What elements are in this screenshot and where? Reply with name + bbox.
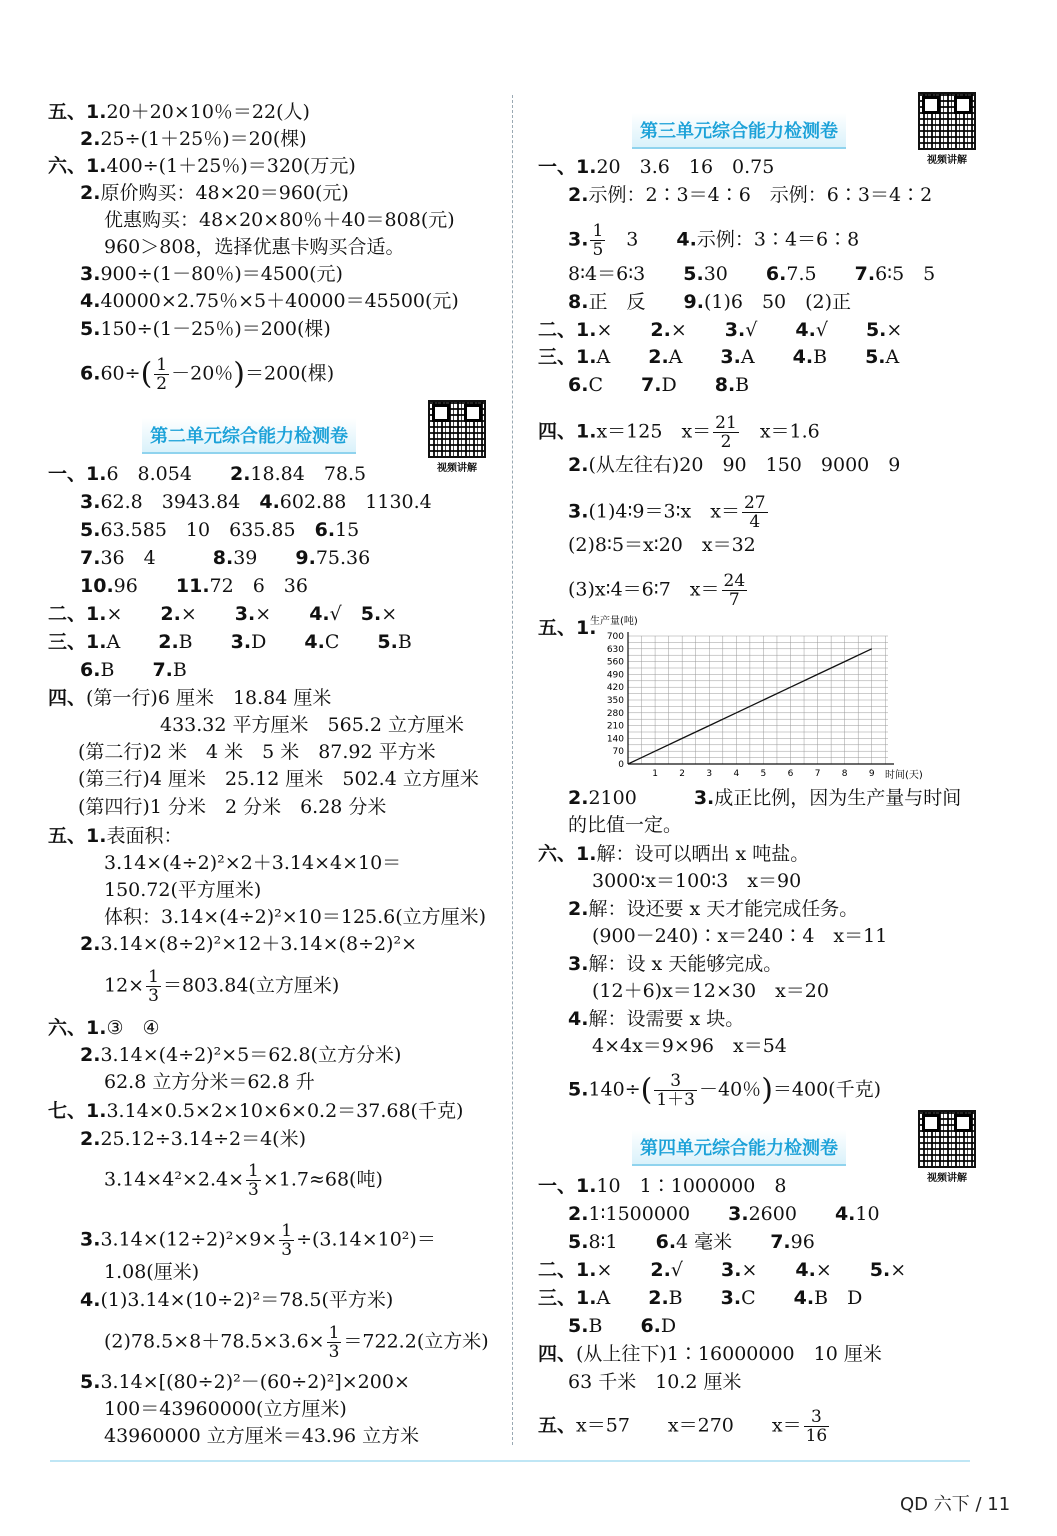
answer-line: 7.36 4 8.39 9.75.36 [80,547,371,569]
answer-line: 三、1.A 2.B 3.C 4.B D [538,1287,863,1309]
answer-line: 3.62.8 3943.84 4.602.88 1130.4 [80,491,432,513]
answer-line: (第二行)2 米 4 米 5 米 87.92 平方米 [78,741,436,763]
answer-line: 43960000 立方厘米＝43.96 立方米 [104,1425,420,1447]
y-tick-label: 140 [606,734,624,745]
x-tick-label: 8 [841,769,848,779]
fraction: $\frac{3}{1+3}$ [656,1071,695,1110]
answer-line: (第四行)1 分米 2 分米 6.28 分米 [78,796,387,818]
answer-line: 5.B 6.D [568,1315,677,1337]
answer-line: 2.3.14×(4÷2)²×5＝62.8(立方分米) [80,1044,402,1066]
y-tick-label: 350 [606,696,624,706]
answer-line: 4×4x＝9×96 x＝54 [592,1035,787,1057]
column-divider [512,95,513,1445]
answer-line: 433.32 平方厘米 565.2 立方厘米 [160,714,464,736]
answer-line: 六、1.解：设可以晒出 x 吨盐。 [538,843,810,865]
answer-line: 一、1.6 8.054 2.18.84 78.5 [48,463,367,485]
qr-code-icon [918,1110,976,1168]
fraction: $\frac{1}{3}$ [248,1161,259,1200]
answer-line: 2.原价购买：48×20＝960(元) [80,182,349,204]
answer-line: 的比值一定。 [568,814,683,836]
answer-line-fraction: (3)x∶4＝6∶7 x＝ $\frac{24}{7}$ [568,571,746,610]
x-tick-label: 1 [652,769,658,779]
x-tick-label: 5 [760,769,767,779]
answer-line: 三、1.A 2.B 3.D 4.C 5.B [48,631,412,653]
answer-line: 6.B 7.B [80,659,187,681]
y-tick-label: 420 [606,683,624,694]
answer-line-fraction: (2)78.5×8＋78.5×3.6× $\frac{1}{3}$ ＝722.2(立方米) [104,1323,489,1362]
answer-line-fraction: 6.60÷( $\frac{1}{2}$ －20％)＝200(棵) [80,355,335,394]
y-tick-label: 490 [606,670,624,681]
answer-line: 2.25÷(1＋25％)＝20(棵) [80,128,307,150]
qr-caption: 视频讲解 [437,463,477,474]
qr-code-icon [918,92,976,150]
answer-line: 六、1.400÷(1＋25％)＝320(万元) [48,155,356,177]
x-tick-label: 2 [679,769,686,779]
unit2-title: 第二单元综合能力检测卷 [142,418,356,454]
answer-line: 63 千米 10.2 厘米 [568,1371,742,1393]
answer-line: 七、1.3.14×0.5×2×10×6×0.2＝37.68(千克) [48,1100,464,1122]
fraction: $\frac{1}{3}$ [281,1221,293,1260]
answer-line: 5.8∶1 6.4 毫米 7.96 [568,1231,815,1253]
answer-line: 150.72(平方厘米) [104,879,262,901]
answer-line: (第三行)4 厘米 25.12 厘米 502.4 立方厘米 [78,768,479,790]
answer-line: 4.(1)3.14×(10÷2)²＝78.5(平方米) [80,1289,394,1311]
answer-line: 一、1.10 1∶1000000 8 [538,1175,787,1197]
answer-line: 5.3.14×[(80÷2)²－(60÷2)²]×200× [80,1371,410,1393]
x-tick-label: 7 [814,769,821,779]
y-tick-label: 560 [606,657,624,668]
answer-line: 四、(从上往下)1∶16000000 10 厘米 [538,1343,882,1365]
answer-line: 2.(从左往右)20 90 150 9000 9 [568,454,901,476]
answer-line: (12＋6)x＝12×30 x＝20 [592,980,829,1002]
unit3-title: 第三单元综合能力检测卷 [632,113,846,149]
footer-rule [50,1460,970,1462]
answer-line: 2.2100 3.成正比例，因为生产量与时间 [568,787,962,809]
answer-line: 5.63.585 10 635.85 6.15 [80,519,360,541]
answer-line: 62.8 立方分米＝62.8 升 [104,1071,315,1093]
answer-line: 2.1∶1500000 3.2600 4.10 [568,1203,880,1225]
answer-line: 4.解：设需要 x 块。 [568,1008,745,1030]
x-tick-label: 9 [868,769,875,779]
answer-line: 8∶4＝6∶3 5.30 6.7.5 7.6∶5 5 [568,263,936,285]
answer-line-fraction: 12× $\frac{1}{3}$ ＝803.84(立方厘米) [104,967,340,1006]
answer-line: 六、1.③ ④ [48,1017,160,1039]
fraction: $\frac{27}{4}$ [743,493,766,532]
answer-line: 2.解：设还要 x 天才能完成任务。 [568,898,859,920]
answer-line: 二、1.× 2.× 3.√ 4.√ 5.× [538,319,903,341]
y-tick-label: 630 [606,644,624,655]
fraction: $\frac{1}{2}$ [156,355,168,394]
answer-line: 8.正 反 9.(1)6 50 (2)正 [568,291,852,313]
answer-line: 2.25.12÷3.14÷2＝4(米) [80,1128,306,1150]
answer-line-fraction: 3.14×4²×2.4× $\frac{1}{3}$ ×1.7≈68(吨) [104,1161,383,1200]
x-tick-label: 3 [706,769,713,779]
y-tick-label: 700 [606,632,624,642]
answer-line: 一、1.20 3.6 16 0.75 [538,156,775,178]
production-line-chart [580,614,940,784]
answer-line: 体积：3.14×(4÷2)²×10＝125.6(立方厘米) [104,906,487,928]
answer-line: 二、1.× 2.√ 3.× 4.× 5.× [538,1259,907,1281]
answer-line: (2)8∶5＝x∶20 x＝32 [568,534,756,556]
answer-line: 1.08(厘米) [104,1261,200,1283]
answer-line: 960＞808，选择优惠卡购买合适。 [104,236,405,258]
answer-line: 2.3.14×(8÷2)²×12＋3.14×(8÷2)²× [80,933,417,955]
fraction: $\frac{24}{7}$ [723,571,746,610]
chart-grid [628,632,894,764]
answer-line: 五、1.20＋20×10％＝22(人) [48,101,310,123]
answer-line: 五、1.表面积： [48,825,183,847]
answer-line: 五、1. [538,617,597,639]
answer-line-fraction: 5.140÷( $\frac{3}{1+3}$ －40％)＝400(千克) [568,1071,881,1110]
answer-line: 10.96 11.72 6 36 [80,575,308,597]
y-tick-label: 70 [612,747,624,758]
answer-line: 3.解：设 x 天能够完成。 [568,953,783,975]
qr-code-unit2[interactable] [428,400,486,474]
answer-line: 3000∶x＝100∶3 x＝90 [592,870,802,892]
y-tick-label: 0 [618,760,624,770]
qr-code-icon [428,400,486,458]
fraction: $\frac{3}{16}$ [805,1407,828,1446]
qr-code-unit3[interactable] [918,92,976,166]
fraction: $\frac{1}{5}$ [592,221,604,260]
answer-line: 三、1.A 2.A 3.A 4.B 5.A [538,346,900,368]
x-tick-label: 4 [733,769,740,779]
answer-line: 四、(第一行)6 厘米 18.84 厘米 [48,687,332,709]
answer-line-fraction: 3.3.14×(12÷2)²×9× $\frac{1}{3}$ ÷(3.14×10²)＝ [80,1221,436,1260]
answer-line-fraction: 3.(1)4∶9＝3∶x x＝ $\frac{27}{4}$ [568,493,766,532]
fraction: $\frac{1}{3}$ [328,1323,340,1362]
answer-line: 二、1.× 2.× 3.× 4.√ 5.× [48,603,398,625]
x-tick-label: 6 [787,769,794,779]
x-tick-labels [652,769,875,779]
answer-line: 3.14×(4÷2)²×2＋3.14×4×10＝ [104,852,402,874]
qr-caption: 视频讲解 [927,1173,967,1184]
y-tick-label: 280 [606,708,624,719]
answer-line: 100＝43960000(立方厘米) [104,1398,347,1420]
answer-line: (900－240)∶x＝240∶4 x＝11 [592,925,888,947]
fraction: $\frac{21}{2}$ [715,413,737,452]
unit4-title: 第四单元综合能力检测卷 [632,1130,846,1166]
answer-line: 3.900÷(1－80％)＝4500(元) [80,263,343,285]
answer-line: 6.C 7.D 8.B [568,374,750,396]
answer-line: 优惠购买：48×20×80％＋40＝808(元) [104,209,455,231]
answer-line-fraction: 3. $\frac{1}{5}$ 3 4.示例：3∶4＝6∶8 [568,221,860,260]
qr-code-unit4[interactable] [918,1110,976,1184]
answer-line: 4.40000×2.75％×5＋40000＝45500(元) [80,290,459,312]
y-axis-label: 生产量(吨) [590,616,638,627]
page-footer: QD 六下 / 11 [900,1494,1011,1515]
qr-caption: 视频讲解 [927,155,967,166]
fraction: $\frac{1}{3}$ [148,967,159,1006]
answer-line-fraction: 四、1.x＝125 x＝ $\frac{21}{2}$ x＝1.6 [538,413,820,452]
answer-line: 5.150÷(1－25％)＝200(棵) [80,318,331,340]
answer-line: 2.示例：2∶3＝4∶6 示例：6∶3＝4∶2 [568,184,933,206]
y-tick-label: 210 [606,721,624,732]
y-tick-labels [607,632,624,770]
answer-line-fraction: 五、x＝57 x＝270 x＝ $\frac{3}{16}$ [538,1407,828,1446]
x-axis-label: 时间(天) [885,770,923,781]
